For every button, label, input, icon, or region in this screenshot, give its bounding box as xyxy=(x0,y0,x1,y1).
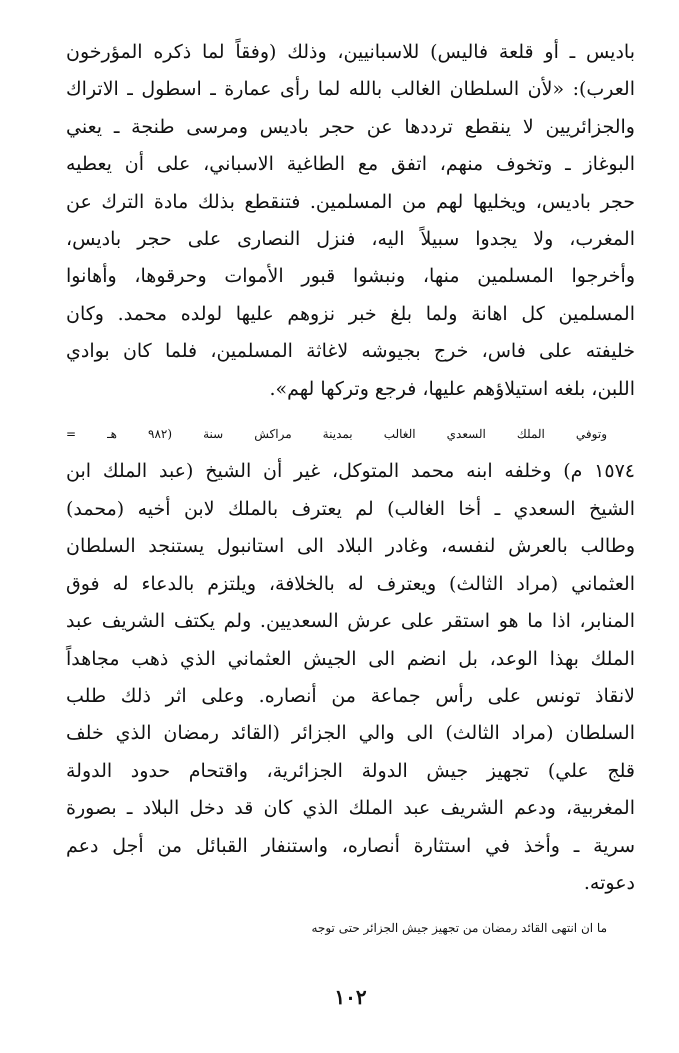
text-line: المغربية، ودعم الشريف عبد الملك الذي كان قد دخل البلاد ـ بصورة xyxy=(66,797,635,820)
page-number: ١٠٢ xyxy=(334,985,367,1009)
text-line: لانقاذ تونس على رأس جماعة من أنصاره. وعلى اثر ذلك طلب xyxy=(66,684,635,707)
text-line: وتوفي الملك السعدي الغالب بمدينة مراكش سنة (٩٨٢ هـ = xyxy=(66,427,607,442)
text-line: الشيخ السعدي ـ أخا الغالب) لم يعترف بالملك لابن أخيه (محمد) xyxy=(66,497,635,520)
paragraph-3 xyxy=(66,910,635,947)
paragraph-1 xyxy=(66,34,635,408)
text-line: حجر باديس، ويخليها لهم من المسلمين. فتنقطع بذلك مادة الترك عن xyxy=(66,190,635,213)
text-line: ١٥٧٤ م) وخلفه ابنه محمد المتوكل، غير أن الشيخ (عبد الملك ابن xyxy=(66,460,635,483)
text-line: وطالب بالعرش لنفسه، وغادر البلاد الى استانبول يستنجد السلطان xyxy=(66,535,635,558)
text-line: دعوته. xyxy=(583,871,635,894)
text-line: قلج علي) تجهيز جيش الدولة الجزائرية، واقتحام حدود الدولة xyxy=(66,759,635,782)
text-line: السلطان (مراد الثالث) الى والي الجزائر (القائد رمضان الذي خلف xyxy=(66,722,635,745)
text-line: البوغاز ـ وتخوف منهم، اتفق مع الطاغية الاسباني، على أن يعطيه xyxy=(66,153,635,176)
text-line: ما ان انتهى القائد رمضان من تجهيز جيش الجزائر حتى توجه xyxy=(311,921,607,936)
text-line: اللبن، بلغه استيلاؤهم عليها، فرجع وتركها لهم». xyxy=(269,377,635,400)
text-line: المسلمين كل اهانة ولما بلغ خبر نزوهم عليها لولده محمد. وكان xyxy=(66,302,635,325)
text-line: خليفته على فاس، خرج بجيوشه لاغاثة المسلمين، فلما كان بوادي xyxy=(66,340,635,363)
text-line: العرب): «لأن السلطان الغالب بالله لما رأى عمارة ـ اسطول ـ الاتراك xyxy=(66,78,635,101)
text-line: وأخرجوا المسلمين منها، ونبشوا قبور الأموات وحرقوها، وأهانوا xyxy=(66,265,635,288)
text-line: والجزائريين لا ينقطع ترددها عن حجر باديس ومرسى طنجة ـ يعني xyxy=(66,115,635,138)
text-line: المغرب، ولا يجدوا سبيلاً اليه، فنزل النصارى على حجر باديس، xyxy=(66,228,635,251)
text-line: سرية ـ وأخذ في استثارة أنصاره، واستنفار القبائل من أجل دعم xyxy=(66,834,635,857)
text-line: المنابر، اذا ما هو استقر على عرش السعديين. ولم يكتف الشريف عبد xyxy=(66,610,635,633)
page-body xyxy=(66,34,635,1013)
text-line: العثماني (مراد الثالث) ويعترف له بالخلافة، ويلتزم بالدعاء له فوق xyxy=(66,572,635,595)
text-line: باديس ـ أو قلعة فاليس) للاسبانيين، وذلك (وفقاً لما ذكره المؤرخون xyxy=(66,41,635,63)
text-line: الملك بهذا الوعد، بل انضم الى الجيش العثماني الذي ذهب مجاهداً xyxy=(66,647,635,670)
paragraph-2 xyxy=(66,416,635,902)
